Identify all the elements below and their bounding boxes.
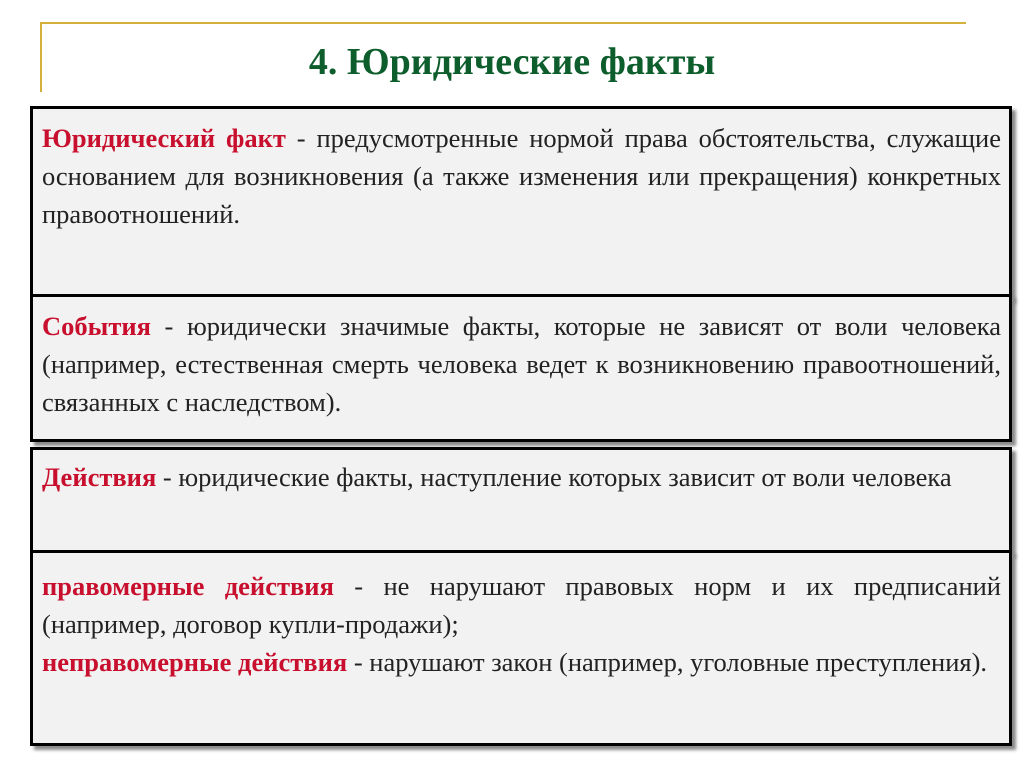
events-text: - юридически значимые факты, которые не зависят от воли человека (например, естественная смерть человека ведет к возникновению правоотношений, связанных с наследством). [42,311,1001,417]
events-paragraph [42,307,1001,421]
unlawful-actions-term: неправомерные действия [42,647,348,677]
actions-paragraph [42,458,1001,496]
actions-definition-box [30,447,1012,555]
legal-fact-term: Юридический факт [42,123,286,153]
legal-fact-paragraph [42,119,1001,233]
events-definition-box [30,294,1012,442]
actions-text: - юридические факты, наступление которых зависит от воли человека [156,462,952,492]
lawful-actions-term: правомерные действия [42,571,334,601]
events-term: События [42,311,151,341]
action-types-box [30,550,1012,746]
unlawful-actions-text: - нарушают закон (например, уголовные преступления). [347,647,988,677]
legal-fact-text: - предусмотренные нормой права обстоятельства, служащие основанием для возникновения (а также изменения или прекращения) конкретных правоотношений. [42,123,1001,229]
legal-fact-definition-box [30,106,1012,300]
actions-term: Действия [42,462,157,492]
decorative-frame-top [40,22,966,24]
lawful-actions-paragraph [42,567,1001,643]
slide-title: 4. Юридические факты [308,41,716,83]
unlawful-actions-paragraph [42,643,1001,681]
lawful-actions-text: - не нарушают правовых норм и их предписаний (например, договор купли-продажи); [42,571,1001,639]
